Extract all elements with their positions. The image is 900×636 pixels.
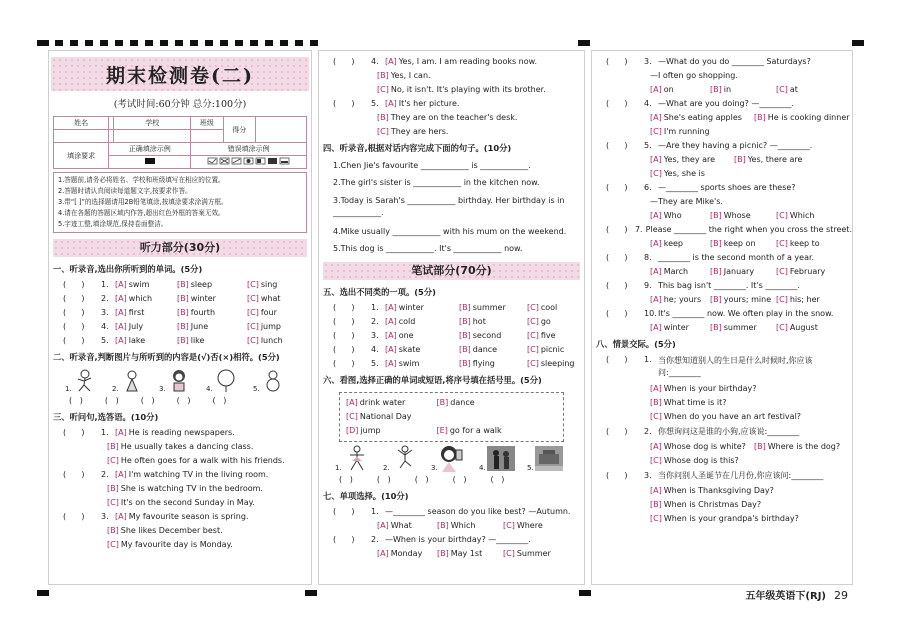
question-row: ( ) 4. —What are you doing? —________. <box>606 99 794 108</box>
school-label: 学校 <box>114 117 191 130</box>
instructions: 1.答题前,请务必将姓名、学校和班级填写在相应的位置。 2.答题时请认真阅读每道题文字,按要求作答。 3.带“[ ]”的选择题请用2B铅笔填涂,按填涂要求涂满方框。 4.请在各题的答题区域内作答,超出红色外框的答案无效。 5.字迹工整,填涂规范,保持卷面整洁。 <box>53 172 307 233</box>
section-4-heading: 四、听录音,根据对话内容完成下面的句子。(10分) <box>323 143 512 153</box>
word-bank: [A] drink water [B] dance [C] National Day [D] jump [E] go for a walk <box>339 392 564 442</box>
girl-icon <box>119 369 145 393</box>
section-1-heading: 一、听录音,选出你所听到的单词。(5分) <box>53 264 203 274</box>
column-1: 期末检测卷(二) (考试时间:60分钟 总分:100分) 姓名 学校 班级 得分 填涂要求 正确填涂示例 错误填涂示例 1.答题前,请务必将姓名、学校和班级填写在相应的位置。 2.答题时请认真阅读每道题文字,按要求作答。 3.带“[ ]”的选择题请用2B铅笔填涂,按填涂要求涂满方框。 4.请在各题的答题区域内作答,超出红色外框的答案无效。 5.字迹工整,填涂规范,保持卷面整洁。 听力部分(30分) 一、听录音,选出你所听到的单词。(5分) ( ) 1. [A] swim [B] sleep [C] sing ( ) 2. [A] which [B] winter [C] what ( ) 3. [A] first [B] fourth [C] four ( ) 4. [A] July [B] June [C] jump ( ) 5. [A] lake [B] like [C] lunch 二、听录音,判断图片与所听到的内容是(√)否(×)相符。(5分) 1. 2. 3. 4. 5. ( ) ( ) ( ) ( ) ( ) 三、听问句,选答语。(10分) ( ) 1. [A] He is reading newspapers. [B] He usually takes a dancing class. [C] He often goes for a walk with his friends. ( ) 2. [A] I'm watching TV in the living room. [B] She is watching TV in the bedroom. [C] It's on the second Sunday in May. ( ) 3. [A] My favourite season is spring. [B] She likes December best. [C] My favourite day is Monday. <box>48 50 312 585</box>
question-row: ( ) 5. [A] swim [B] flying [C] sleeping <box>333 359 575 368</box>
info-table <box>53 116 307 169</box>
fill-line: 2.The girl's sister is ____________ in the kitchen now. <box>333 178 540 187</box>
cut-line <box>55 40 319 46</box>
corner-mark <box>579 590 591 596</box>
page-footer <box>745 587 848 602</box>
answer-parentheses[interactable]: ( ) ( ) ( ) ( ) ( ) <box>69 396 227 405</box>
question-row: ( ) 3. [A] first [B] fourth [C] four <box>63 308 277 317</box>
section-6-heading: 六、看图,选择正确的单词或短语,将序号填在括号里。(5分) <box>323 375 542 385</box>
question-row: ( ) 1. —________ season do you like best? —Autumn. <box>333 507 571 516</box>
section-5-heading: 五、选出不同类的一项。(5分) <box>323 287 436 297</box>
question-row: ( ) 2. —When is your birthday? —________. <box>333 535 531 544</box>
fill-line: 4.Mike usually ____________ with his mum on the weekend. <box>333 227 567 236</box>
corner-mark <box>37 590 49 596</box>
name-label: 姓名 <box>54 117 109 130</box>
section-8-heading: 八、情景交际。(5分) <box>596 339 676 349</box>
question-row: ( ) 4. [A] skate [B] dance [C] picnic <box>333 345 565 354</box>
corner-mark <box>37 40 49 46</box>
section-2-pictures: 1. 2. 3. 4. 5. <box>65 369 311 393</box>
footer-label: 五年级英语下(RJ) <box>745 591 826 602</box>
section-3-heading: 三、听问句,选答语。(10分) <box>53 412 159 422</box>
girl-drinking-icon <box>438 444 468 472</box>
section-7-heading: 七、单项选择。(10分) <box>323 491 409 501</box>
correct-example-label: 正确填涂示例 <box>109 143 191 156</box>
question-row: ( ) 4. [A] July [B] June [C] jump <box>63 322 281 331</box>
running-boy-icon <box>72 369 98 393</box>
correct-example-mark <box>109 156 191 169</box>
score-label: 得分 <box>223 117 255 143</box>
snowman-icon <box>260 369 286 393</box>
question-row: ( ) 10. It's ________ now. We often play in the snow. <box>606 309 834 318</box>
wrong-example-label: 错误填涂示例 <box>191 143 307 156</box>
question-row: ( ) 1. [A] He is reading newspapers. <box>63 428 235 437</box>
question-row: ( ) 2. 你想询问这是谁的小狗,应该说:________ <box>606 427 800 436</box>
national-day-icon <box>534 444 564 472</box>
corner-mark <box>578 40 590 46</box>
question-row: ( ) 3. [A] My favourite season is spring. <box>63 512 249 521</box>
dancer-icon <box>342 444 372 472</box>
section-2-heading: 二、听录音,判断图片与所听到的内容是(√)否(×)相符。(5分) <box>53 352 280 362</box>
girl-reading-icon <box>166 369 192 393</box>
fill-line: 3.Today is Sarah's ____________ birthday. Her birthday is in ____________. <box>333 196 565 217</box>
page-number: 29 <box>834 589 848 602</box>
wrong-example-marks <box>191 156 307 169</box>
corner-mark <box>305 590 317 596</box>
question-row: ( ) 2. [A] which [B] winter [C] what <box>63 294 281 303</box>
wrong-marks-icon <box>207 157 291 165</box>
column-3: ( ) 3. —What do you do ________ Saturdays? —I often go shopping. [A] on [B] in [C] at ( ) 4. —What are you doing? —________. [A] She's eating apples [B] He is cooking dinner [C] I'm running ( ) 5. —Are they having a picnic? —________. [A] Yes, they are [B] Yes, there are [C] Yes, she is ( ) 6. —________ sports shoes are these? —They are Mike's. [A] Who [B] Whose [C] Which ( ) 7. Please ________ the right when you cross the street. [A] keep [B] keep on [C] keep to ( ) 8. ________ is the second month of a year. [A] March [B] January [C] February ( ) 9. This bag isn't ________. It's ________. [A] he; yours [B] yours; mine [C] his; her ( ) 10. It's ________ now. We often play in the snow. [A] winter [B] summer [C] August 八、情景交际。(5分) ( ) 1. 当你想知道别人的生日是什么时候时,你应该问:________ [A] When is your birthday? [B] What time is it? [C] When do you have an art festival? ( ) 2. 你想询问这是谁的小狗,应该说:________ [A] Whose dog is white? [B] Where is the dog? [C] Whose dog is this? ( ) 3. 当你问别人圣诞节在几月份,你应该问:________ [A] When is Thanksgiving Day? [B] When is Christmas Day? [C] When is your grandpa's birthday? <box>591 50 853 585</box>
question-row: ( ) 8. ________ is the second month of a year. <box>606 253 815 262</box>
question-row: ( ) 2. [A] cold [B] hot [C] go <box>333 317 551 326</box>
question-row: ( ) 1. [A] winter [B] summer [C] cool <box>333 303 558 312</box>
question-row: ( ) 7. Please ________ the right when you cross the street. <box>606 225 852 234</box>
question-row: ( ) 5. [A] It's her picture. <box>333 99 460 108</box>
fill-req-label: 填涂要求 <box>54 143 109 169</box>
question-row: ( ) 4. [A] Yes, I am. I am reading books now. <box>333 57 537 66</box>
answer-parentheses[interactable]: ( ) ( ) ( ) ( ) ( ) <box>339 475 505 484</box>
fill-line: 1.Chen Jie's favourite ____________ is ____________. <box>333 161 531 170</box>
score-field[interactable] <box>256 117 307 143</box>
fill-line: 5.This dog is ____________. It's ____________ now. <box>333 244 523 253</box>
listening-section-title: 听力部分(30分) <box>53 239 307 257</box>
question-row: ( ) 2. [A] I'm watching TV in the living room. <box>63 470 269 479</box>
question-row: ( ) 1. [A] swim [B] sleep [C] sing <box>63 280 278 289</box>
page-title: 期末检测卷(二) <box>51 57 309 91</box>
corner-mark <box>852 40 864 46</box>
section-6-pictures: 1. 2. 3. 4. 5. <box>335 448 584 472</box>
walking-people-icon <box>486 444 516 472</box>
class-label: 班级 <box>191 117 223 130</box>
jumping-girl-icon <box>390 444 420 472</box>
question-row: ( ) 9. This bag isn't ________. It's ________. <box>606 281 800 290</box>
question-row: ( ) 3. [A] one [B] second [C] five <box>333 331 556 340</box>
question-row: ( ) 5. [A] lake [B] like [C] lunch <box>63 336 283 345</box>
column-2: ( ) 4. [A] Yes, I am. I am reading books now. [B] Yes, I can. [C] No, it isn't. It's playing with its brother. ( ) 5. [A] It's her picture. [B] They are on the teacher's desk. [C] They are hers. 四、听录音,根据对话内容完成下面的句子。(10分) 1.Chen Jie's favourite ____________ is ____________. 2.The girl's sister is ____________ in the kitchen now. 3.Today is Sarah's ____________ birthday. Her birthday is in ____________. 4.Mike usually ____________ with his mum on the weekend. 5.This dog is ____________. It's ____________ now. 笔试部分(70分) 五、选出不同类的一项。(5分) ( ) 1. [A] winter [B] summer [C] cool ( ) 2. [A] cold [B] hot [C] go ( ) 3. [A] one [B] second [C] five ( ) 4. [A] skate [B] dance [C] picnic ( ) 5. [A] swim [B] flying [C] sleeping 六、看图,选择正确的单词或短语,将序号填在括号里。(5分) [A] drink water [B] dance [C] National Day [D] jump [E] go for a walk 1. 2. 3. 4. 5. ( ) ( ) ( ) ( ) ( ) 七、单项选择。(10分) ( ) 1. —________ season do you like best? —Autumn. [A] What [B] Which [C] Where ( ) 2. —When is your birthday? —________. [A] Monday [B] May 1st [C] Summer <box>318 50 585 585</box>
question-row: ( ) 6. —________ sports shoes are these? <box>606 183 796 192</box>
question-row: ( ) 3. 当你问别人圣诞节在几月份,你应该问:________ <box>606 471 824 480</box>
tree-icon <box>213 369 239 393</box>
exam-subtitle: (考试时间:60分钟 总分:100分) <box>113 99 247 110</box>
written-section-title: 笔试部分(70分) <box>323 262 580 280</box>
question-row: ( ) 1. 当你想知道别人的生日是什么时候时,你应该问:________ <box>606 355 813 377</box>
question-row: ( ) 3. —What do you do ________ Saturdays? <box>606 57 811 66</box>
question-row: ( ) 5. —Are they having a picnic? —________. <box>606 141 813 150</box>
